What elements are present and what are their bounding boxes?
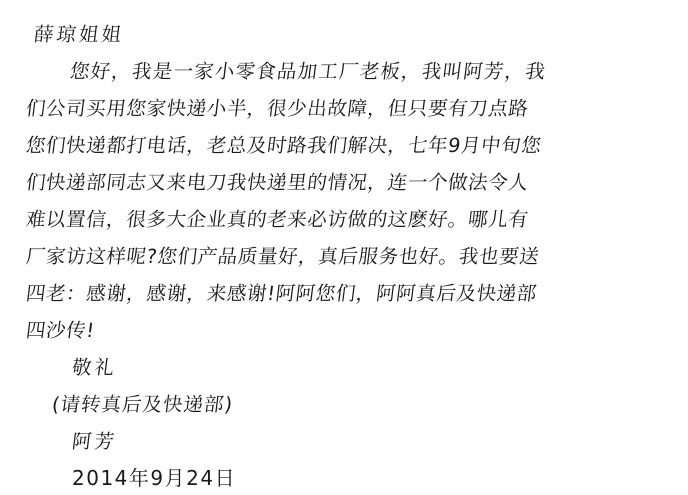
letter-body-line-1: 您好，我是一家小零食品加工厂老板，我叫阿芳，我 xyxy=(68,60,548,83)
letter-body-line-3: 您们快递都打电话，老总及时路我们解决，七年9月中旬您 xyxy=(24,134,543,157)
letter-signature: 阿芳 xyxy=(70,430,119,453)
letter-body-line-6: 厂家访这样呢?您们产品质量好，真后服务也好。我也要送 xyxy=(24,245,541,268)
letter-signoff: 敬礼 xyxy=(70,356,119,379)
letter-body-line-2: 们公司买用您家快递小半，很少出故障，但只要有刀点路 xyxy=(24,97,530,120)
letter-date: 2014年9月24日 xyxy=(72,466,237,490)
letter-routing-note: (请转真后及快递部) xyxy=(50,393,235,416)
letter-body-line-8: 四沙传! xyxy=(24,319,97,342)
letter-body-line-4: 们快递部同志又来电刀我快递里的情况，连一个做法令人 xyxy=(24,171,530,194)
letter-salutation: 薛琼姐姐 xyxy=(32,23,126,46)
letter-body-line-5: 难以置信，很多大企业真的老来必访做的这麽好。哪儿有 xyxy=(24,208,530,231)
letter-body-line-7: 四老：感谢，感谢，来感谢!阿阿您们，阿阿真后及快递部 xyxy=(24,282,539,305)
